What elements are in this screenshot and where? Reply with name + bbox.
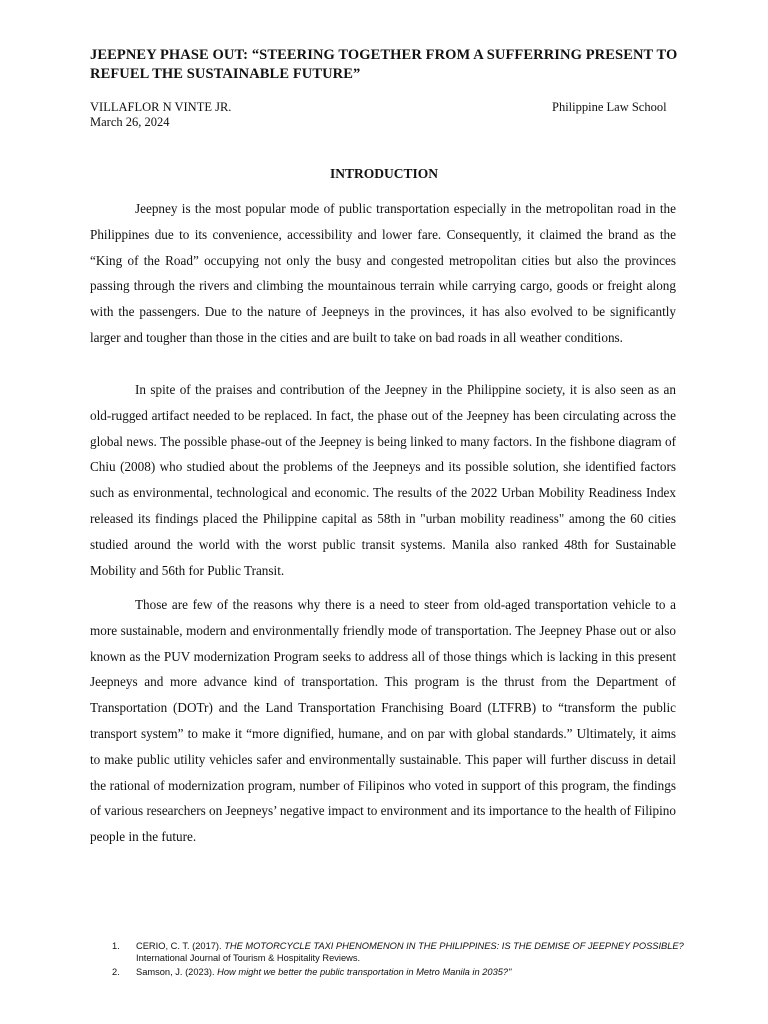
- document-title: JEEPNEY PHASE OUT: “STEERING TOGETHER FROM A SUFFERRING PRESENT TO REFUEL THE SUSTAINABLE FUTURE”: [90, 47, 678, 82]
- footnote-source: International Journal of Tourism & Hospitality Reviews.: [136, 953, 361, 963]
- footnote-number: 2 .: [112, 966, 120, 978]
- document-date: March 26, 2024: [90, 115, 170, 129]
- footnotes-list: [112, 940, 692, 980]
- institution-name: Philippine Law School: [552, 100, 667, 114]
- footnote-item: [112, 966, 692, 978]
- footnote-citation: Samson, J. (2023).: [136, 967, 218, 977]
- body-paragraph: In spite of the praises and contribution of the Jeepney in the Philippine society, it is also seen as an old-rugged artifact needed to be replaced. In fact, the phase out of the Jeepney has been circulating across the global news. The possible phase-out of the Jeepney is being linked to many factors. In the fishbone diagram of Chiu (2008) who studied about the problems of the Jeepneys and its possible solution, she identified factors such as environmental, technological and economic. The results of the 2022 Urban Mobility Readiness Index released its findings placed the Philippine capital as 58th in "urban mobility readiness" among the 60 cities studied around the world with the worst public transit systems. Manila also ranked 48th for Sustainable Mobility and 56th for Public Transit.: [90, 382, 676, 578]
- footnote-number: 1 .: [112, 940, 120, 952]
- author-name: VILLAFLOR N VINTE JR.: [90, 100, 232, 114]
- footnote-item: [112, 940, 692, 964]
- body-paragraph: Those are few of the reasons why there is a need to steer from old-aged transportation vehicle to a more sustainable, modern and environmentally friendly mode of transportation. The Jeepney Phase out or also known as the PUV modernization Program seeks to address all of those things which is lacking in this present Jeepneys and more advance kind of transportation. This program is the thrust from the Department of Transportation (DOTr) and the Land Transportation Franchising Board (LTFRB) to “transform the public transport system” to make it “more dignified, humane, and on par with global standards.” Ultimately, it aims to make public utility vehicles safer and environmentally sustainable. This paper will further discuss in detail the rational of modernization program, number of Filipinos who voted in support of this program, the findings of various researchers on Jeepneys’ negative impact to environment and its importance to the health of Filipino people in the future.: [90, 597, 676, 845]
- footnote-citation: CERIO, C. T. (2017).: [136, 941, 225, 951]
- body-paragraph: Jeepney is the most popular mode of public transportation especially in the metropolitan road in the Philippines due to its convenience, accessibility and lower fare. Consequently, it claimed the brand as the “King of the Road” occupying not only the busy and congested metropolitan cities but also the provinces passing through the rivers and climbing the mountainous terrain while carrying cargo, goods or freight along with the passengers. Due to the nature of Jeepneys in the provinces, it has also evolved to be significantly larger and tougher than those in the cities and are built to take on bad roads in all weather conditions.: [90, 201, 676, 345]
- author-block: [90, 100, 231, 130]
- section-heading: INTRODUCTION: [329, 166, 438, 181]
- footnote-title: How might we better the public transportation in Metro Manila in 2035?": [217, 967, 512, 977]
- footnote-title: THE MOTORCYCLE TAXI PHENOMENON IN THE PHILIPPINES: IS THE DEMISE OF JEEPNEY POSSIBLE?: [224, 941, 684, 951]
